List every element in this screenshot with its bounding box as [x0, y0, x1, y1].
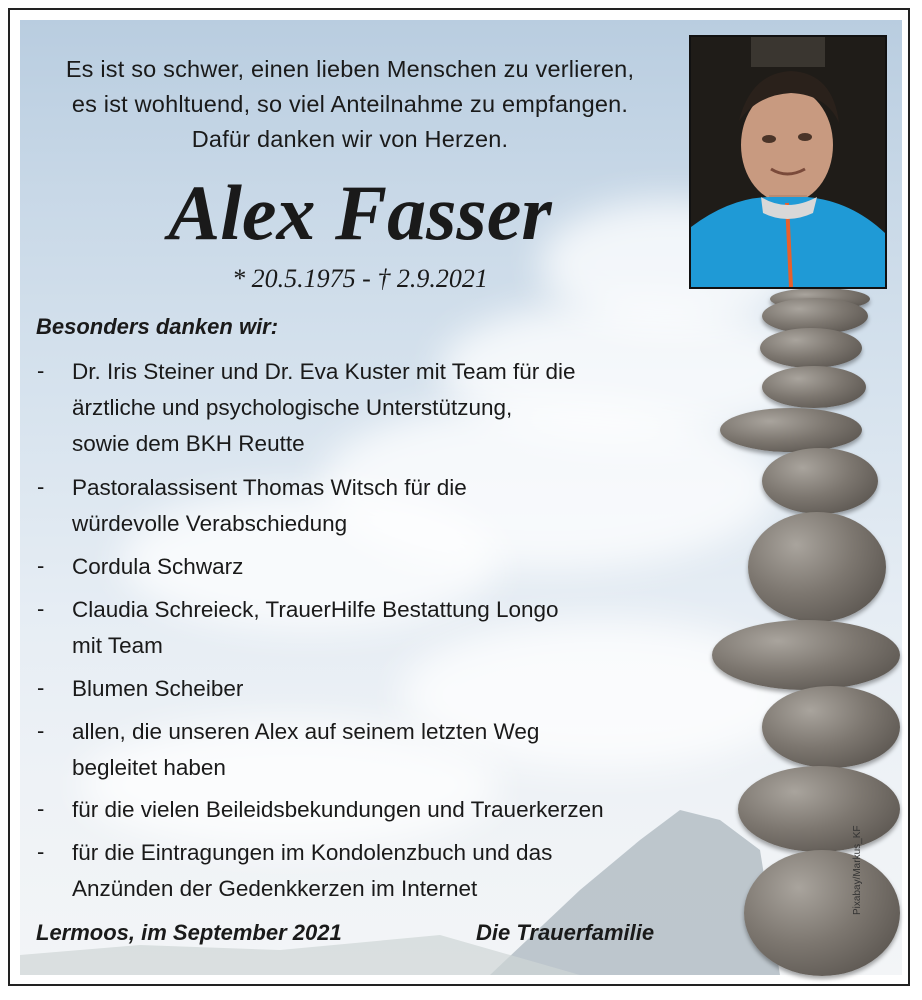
list-item-line: Dr. Iris Steiner und Dr. Eva Kuster mit Team für die: [72, 359, 576, 384]
signature: Die Trauerfamilie: [476, 920, 655, 945]
bullet-dash: -: [37, 675, 45, 700]
bullet-dash: -: [37, 796, 45, 821]
list-item-line: für die Eintragungen im Kondolenzbuch und das: [72, 840, 553, 865]
list-item-line: mit Team: [72, 633, 163, 658]
bullet-dash: -: [37, 474, 45, 499]
list-item-line: Anzünden der Gedenkkerzen im Internet: [72, 876, 478, 901]
list-item-line: allen, die unseren Alex auf seinem letzten Weg: [72, 719, 540, 744]
list-item-line: begleitet haben: [72, 755, 226, 780]
list-item-line: Cordula Schwarz: [72, 554, 244, 579]
bullet-dash: -: [37, 553, 45, 578]
list-item-line: sowie dem BKH Reutte: [72, 431, 305, 456]
bullet-dash: -: [37, 358, 45, 383]
list-item-line: für die vielen Beileidsbekundungen und Trauerkerzen: [72, 797, 604, 822]
portrait-photo: [689, 35, 887, 289]
place-date: Lermoos, im September 2021: [36, 920, 342, 945]
list-item-line: Claudia Schreieck, TrauerHilfe Bestattung Longo: [72, 597, 559, 622]
list-item-line: würdevolle Verabschiedung: [72, 511, 348, 536]
bullet-dash: -: [37, 718, 45, 743]
list-item-line: Blumen Scheiber: [72, 676, 244, 701]
intro-line: Dafür danken wir von Herzen.: [191, 126, 509, 152]
life-dates: * 20.5.1975 - † 2.9.2021: [232, 264, 488, 293]
deceased-name: Alex Fasser: [168, 169, 552, 256]
image-credit: Pixabay/Markus_KF: [852, 825, 863, 915]
thanks-heading: Besonders danken wir:: [36, 314, 279, 339]
list-item-line: Pastoralassisent Thomas Witsch für die: [72, 475, 467, 500]
bullet-dash: -: [37, 596, 45, 621]
intro-line: es ist wohltuend, so viel Anteilnahme zu empfangen.: [71, 91, 629, 117]
bullet-dash: -: [37, 839, 45, 864]
intro-line: Es ist so schwer, einen lieben Menschen zu verlieren,: [65, 56, 635, 82]
list-item-line: ärztliche und psychologische Unterstützung,: [72, 395, 513, 420]
